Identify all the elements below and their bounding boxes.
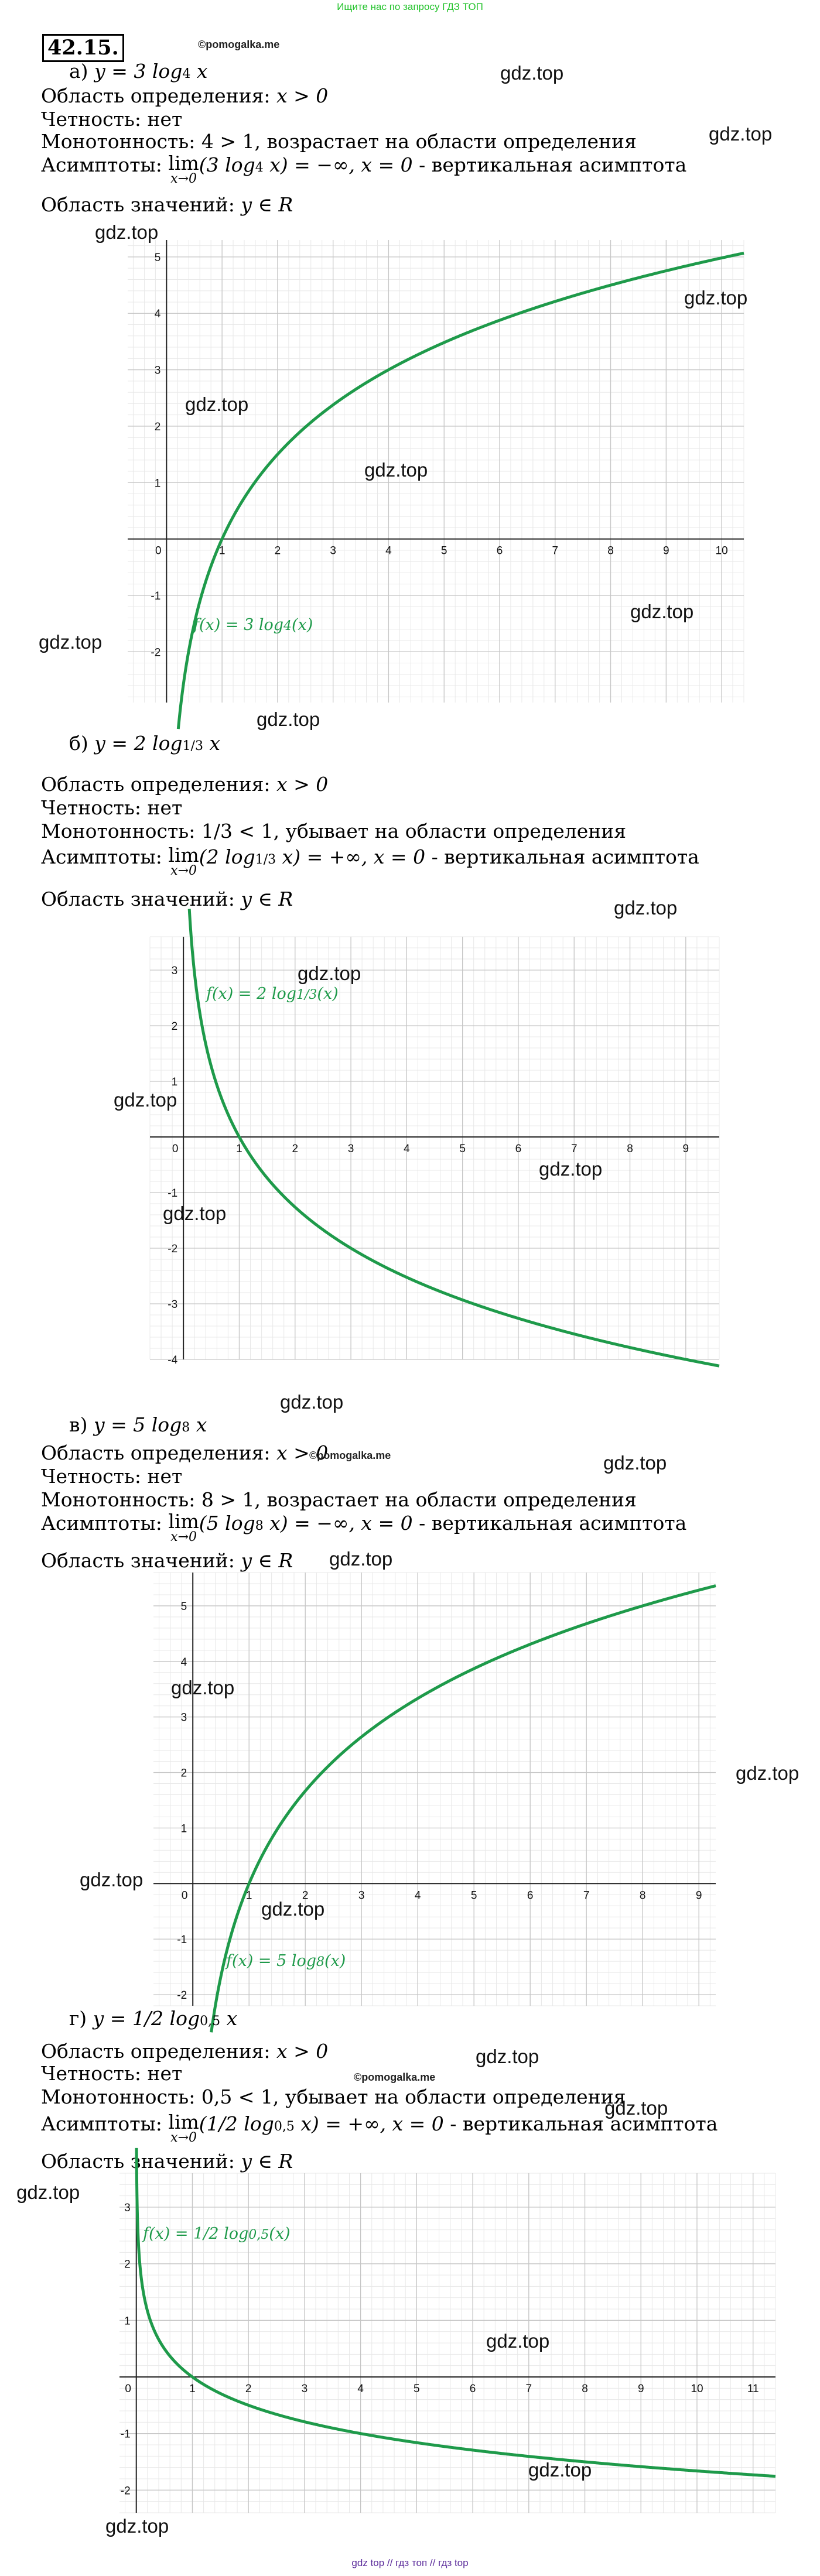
x-tick-label: 0 [155, 544, 162, 557]
lim-sub: x→0 [170, 2130, 197, 2145]
domain-value: x > 0 [276, 773, 329, 796]
y-tick-label: -1 [151, 590, 161, 602]
x-tick-label: 2 [274, 544, 281, 557]
part-a-domain [41, 84, 328, 108]
lim-base: 0,5 [274, 2119, 295, 2134]
watermark: gdz.top [280, 1391, 344, 1413]
fn-label-arg: (x) [317, 985, 339, 1003]
lim-rest: x) = +∞, x = 0 [276, 845, 426, 868]
y-tick-label: 5 [180, 1600, 187, 1613]
watermark: gdz.top [684, 287, 748, 309]
copyright-mark: ©pomogalka.me [309, 1450, 391, 1461]
x-tick-label: 6 [515, 1143, 522, 1155]
part-c-title [69, 1413, 207, 1440]
watermark: gdz.top [500, 62, 564, 84]
part-b-title [69, 732, 220, 758]
watermark: gdz.top [114, 1089, 177, 1111]
chart-a-function-label [193, 616, 313, 634]
y-tick-label: -2 [120, 2485, 131, 2498]
y-tick-label: 4 [180, 1656, 187, 1669]
x-tick-label: 4 [414, 1889, 421, 1902]
part-c-parity: Четность: нет [41, 1465, 183, 1488]
watermark: gdz.top [185, 393, 249, 415]
x-tick-label: 9 [695, 1889, 702, 1902]
y-tick-label: 2 [180, 1767, 187, 1780]
y-tick-label: 3 [154, 364, 161, 377]
lim-base: 1/3 [255, 852, 276, 867]
fn-label-arg: (x) [269, 2225, 291, 2243]
watermark: gdz.top [603, 1452, 667, 1474]
part-func-arg: x [203, 732, 221, 755]
lim-sub: x→0 [170, 172, 197, 186]
fn-label-text: f(x) = 1/2 log [143, 2225, 249, 2243]
x-tick-label: 0 [125, 2383, 132, 2395]
y-tick-label: -1 [120, 2428, 131, 2441]
x-tick-label: 5 [414, 2383, 420, 2395]
x-tick-label: 7 [570, 1143, 578, 1155]
x-tick-label: 2 [292, 1143, 299, 1155]
lim-sub: x→0 [170, 864, 197, 878]
x-tick-label: 9 [663, 544, 669, 557]
watermark: gdz.top [604, 2097, 668, 2119]
watermark: gdz.top [476, 2046, 539, 2067]
asymptote-text: - вертикальная асимптота [425, 845, 699, 868]
part-func-base: 4 [182, 67, 191, 81]
part-c-range [41, 1549, 293, 1573]
range-value: y ∈ R [241, 2150, 293, 2173]
y-tick-label: 1 [171, 1076, 178, 1088]
y-tick-label: 2 [124, 2258, 131, 2271]
bottom-links[interactable]: gdz top // гдз топ // гдз top [351, 2557, 469, 2568]
monotonic-label: Монотонность: [41, 820, 201, 842]
x-tick-label: 1 [245, 1889, 252, 1902]
watermark: gdz.top [16, 2181, 80, 2203]
part-d-title [69, 2007, 237, 2033]
x-tick-label: 4 [404, 1143, 410, 1155]
watermark: gdz.top [539, 1158, 603, 1180]
fn-label-base: 0,5 [248, 2228, 269, 2242]
monotonic-value: 0,5 < 1, убывает на области определения [201, 2085, 626, 2108]
chart-c [153, 1573, 716, 2006]
watermark: gdz.top [528, 2459, 592, 2481]
lim-sub: x→0 [170, 1530, 197, 1544]
part-b-asymptotes [41, 845, 699, 877]
chart-d-function-label [143, 2225, 291, 2243]
minor-grid [153, 1573, 716, 2006]
lim-rest: x) = −∞, x = 0 [263, 1512, 413, 1534]
monotonic-label: Монотонность: [41, 1488, 201, 1511]
domain-label: Область определения: [41, 2040, 277, 2063]
x-tick-label: 10 [691, 2383, 703, 2395]
x-tick-label: 0 [172, 1143, 179, 1155]
part-a-title [69, 60, 207, 86]
x-tick-label: 3 [330, 544, 336, 557]
watermark: gdz.top [105, 2515, 169, 2537]
part-func-arg: x [220, 2007, 238, 2030]
y-tick-label: -4 [168, 1354, 178, 1366]
range-value: y ∈ R [241, 193, 293, 216]
part-b-range [41, 888, 293, 911]
y-tick-label: 1 [124, 2315, 131, 2328]
asymptote-text: - вертикальная асимптота [412, 1512, 687, 1534]
x-tick-label: 1 [189, 2383, 196, 2395]
watermark: gdz.top [329, 1548, 393, 1570]
part-b-domain [41, 773, 328, 796]
part-func-base: 1/3 [182, 739, 203, 753]
fn-label-arg: (x) [324, 1952, 346, 1970]
fn-label-text: f(x) = 5 log [226, 1952, 317, 1970]
y-tick-label: -1 [168, 1187, 178, 1200]
lim-rest: x) = −∞, x = 0 [263, 153, 413, 176]
part-c-asymptotes [41, 1512, 686, 1543]
part-func-arg: x [190, 1413, 207, 1436]
part-d-range [41, 2150, 293, 2173]
part-a-parity: Четность: нет [41, 108, 183, 131]
y-tick-label: -2 [168, 1243, 178, 1255]
domain-value: x > 0 [276, 1441, 329, 1464]
x-tick-label: 8 [639, 1889, 646, 1902]
domain-value: x > 0 [276, 2040, 329, 2063]
part-func-arg: x [190, 60, 208, 83]
x-tick-label: 0 [181, 1889, 188, 1902]
watermark: gdz.top [257, 708, 320, 730]
lim-expr: (1/2 log [199, 2112, 274, 2135]
asymptotes-label: Асимптоты: [41, 153, 169, 176]
lim-word: lim [168, 152, 199, 174]
x-tick-label: 9 [637, 2383, 644, 2395]
function-curve [136, 2148, 775, 2476]
x-tick-label: 11 [747, 2383, 759, 2395]
y-tick-label: -1 [177, 1934, 187, 1947]
x-tick-label: 5 [440, 544, 447, 557]
part-a-range [41, 193, 293, 217]
watermark: gdz.top [736, 1762, 800, 1784]
lim-word: lim [168, 844, 199, 866]
watermark: gdz.top [261, 1898, 325, 1920]
x-tick-label: 7 [525, 2383, 532, 2395]
x-tick-label: 8 [607, 544, 614, 557]
chart-b-function-label [206, 985, 339, 1003]
x-tick-label: 3 [358, 1889, 365, 1902]
x-tick-label: 7 [552, 544, 559, 557]
fn-label-text: f(x) = 2 log [206, 985, 297, 1003]
range-label: Область значений: [41, 1549, 241, 1572]
asymptotes-label: Асимптоты: [41, 2112, 169, 2135]
domain-label: Область определения: [41, 84, 277, 107]
part-func-base: 0,5 [200, 2014, 221, 2029]
lim-word: lim [168, 1510, 199, 1533]
watermark: gdz.top [39, 631, 102, 653]
fn-label-text: f(x) = 3 log [193, 616, 284, 634]
x-tick-label: 4 [385, 544, 392, 557]
watermark: gdz.top [171, 1677, 235, 1698]
lim-word: lim [168, 2111, 199, 2133]
domain-value: x > 0 [276, 84, 329, 107]
y-tick-label: 3 [171, 965, 178, 977]
part-letter: б) [69, 732, 88, 755]
fn-label-base: 1/3 [296, 988, 317, 1002]
lim-base: 4 [255, 160, 264, 175]
part-func: y = 2 log [94, 732, 183, 755]
asymptote-text: - вертикальная асимптота [412, 153, 687, 176]
x-tick-label: 2 [245, 2383, 252, 2395]
x-tick-label: 5 [459, 1143, 466, 1155]
x-tick-label: 2 [302, 1889, 309, 1902]
y-tick-label: 3 [180, 1711, 187, 1724]
lim-expr: (3 log [199, 153, 255, 176]
y-tick-label: 4 [154, 308, 161, 321]
monotonic-value: 4 > 1, возрастает на области определения [201, 130, 637, 153]
lim-expr: (2 log [199, 845, 255, 868]
watermark: gdz.top [614, 897, 678, 919]
fn-label-base: 4 [283, 619, 292, 633]
part-func: y = 1/2 log [93, 2007, 200, 2030]
monotonic-label: Монотонность: [41, 2085, 201, 2108]
part-b-monotonic [41, 820, 626, 843]
part-func: y = 3 log [94, 60, 183, 83]
problem-number: 42.15. [42, 34, 124, 62]
y-tick-label: 2 [171, 1020, 178, 1033]
y-tick-label: -2 [151, 646, 161, 659]
watermark: gdz.top [364, 459, 428, 481]
minor-grid [119, 2173, 775, 2513]
x-tick-label: 6 [527, 1889, 534, 1902]
monotonic-label: Монотонность: [41, 130, 201, 153]
y-tick-label: -3 [168, 1299, 178, 1311]
x-tick-label: 6 [496, 544, 503, 557]
part-letter: в) [69, 1413, 88, 1436]
lim-expr: (5 log [199, 1512, 255, 1534]
part-a-monotonic [41, 130, 637, 153]
x-tick-label: 9 [682, 1143, 689, 1155]
copyright-mark: ©pomogalka.me [354, 2071, 436, 2083]
part-d-parity: Четность: нет [41, 2062, 183, 2085]
domain-label: Область определения: [41, 773, 277, 796]
top-search-link[interactable]: Ищите нас по запросу ГДЗ ТОП [337, 1, 483, 12]
x-tick-label: 10 [715, 544, 728, 557]
watermark: gdz.top [95, 221, 159, 243]
y-tick-label: 2 [154, 420, 161, 433]
x-tick-label: 7 [583, 1889, 590, 1902]
x-tick-label: 8 [582, 2383, 588, 2395]
range-label: Область значений: [41, 193, 241, 216]
x-tick-label: 8 [627, 1143, 633, 1155]
part-c-domain [41, 1441, 328, 1465]
x-tick-label: 5 [470, 1889, 477, 1902]
watermark: gdz.top [80, 1869, 144, 1890]
part-letter: г) [69, 2007, 87, 2030]
asymptote-text: - вертикальная асимптота [443, 2112, 718, 2135]
x-tick-label: 4 [357, 2383, 364, 2395]
watermark: gdz.top [630, 601, 694, 622]
range-value: y ∈ R [241, 1549, 293, 1572]
asymptotes-label: Асимптоты: [41, 845, 169, 868]
x-tick-label: 6 [469, 2383, 476, 2395]
part-func-base: 8 [182, 1420, 190, 1435]
watermark: gdz.top [298, 962, 361, 984]
part-d-domain [41, 2040, 328, 2063]
x-tick-label: 1 [236, 1143, 242, 1155]
y-tick-label: 5 [154, 251, 161, 264]
monotonic-value: 1/3 < 1, убывает на области определения [201, 820, 627, 842]
domain-label: Область определения: [41, 1441, 277, 1464]
range-label: Область значений: [41, 888, 241, 910]
chart-d [119, 2173, 775, 2513]
y-tick-label: 3 [124, 2202, 131, 2214]
chart-c-function-label [226, 1952, 346, 1970]
fn-label-base: 8 [316, 1955, 325, 1969]
part-b-parity: Четность: нет [41, 796, 183, 819]
part-letter: а) [69, 60, 88, 83]
range-label: Область значений: [41, 2150, 241, 2173]
watermark: gdz.top [163, 1203, 227, 1224]
lim-rest: x) = +∞, x = 0 [294, 2112, 444, 2135]
range-value: y ∈ R [241, 888, 293, 910]
part-c-monotonic [41, 1488, 637, 1512]
x-tick-label: 3 [347, 1143, 354, 1155]
watermark: gdz.top [709, 123, 773, 145]
part-a-asymptotes [41, 153, 686, 185]
asymptotes-label: Асимптоты: [41, 1512, 169, 1534]
part-d-monotonic [41, 2085, 626, 2109]
lim-base: 8 [255, 1519, 264, 1533]
y-tick-label: 1 [180, 1823, 187, 1835]
copyright-mark: ©pomogalka.me [198, 39, 280, 50]
part-func: y = 5 log [93, 1413, 182, 1436]
fn-label-arg: (x) [292, 616, 313, 634]
watermark: gdz.top [486, 2330, 550, 2352]
y-tick-label: -2 [177, 1989, 187, 2002]
y-tick-label: 1 [154, 477, 161, 490]
monotonic-value: 8 > 1, возрастает на области определения [201, 1488, 637, 1511]
x-tick-label: 3 [301, 2383, 308, 2395]
x-tick-label: 1 [218, 544, 226, 557]
